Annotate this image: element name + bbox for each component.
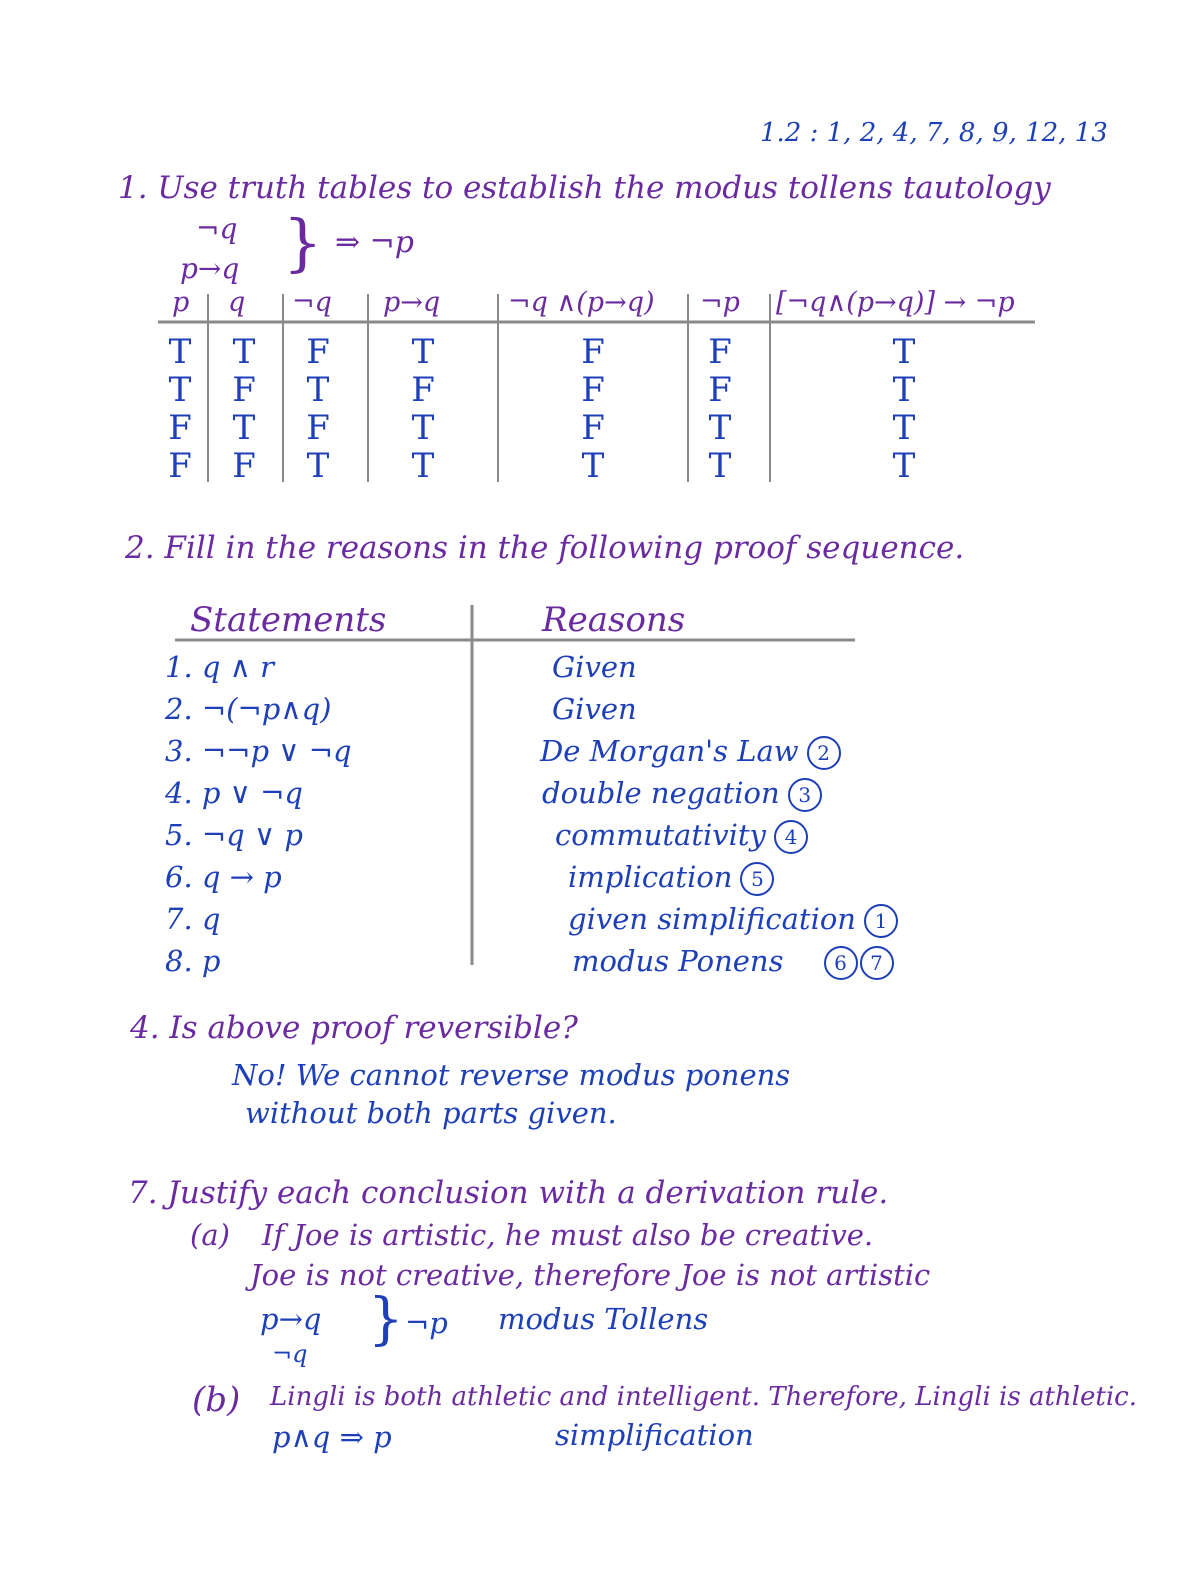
- q7b-expression: p∧q ⇒ p: [272, 1420, 392, 1454]
- proof-reason: [555, 818, 808, 854]
- q7-title: 7. Justify each conclusion with a derivation rule.: [128, 1175, 889, 1211]
- proof-statement: 2. ¬(¬p∧q): [165, 692, 332, 726]
- tt-cell: F: [581, 332, 605, 372]
- assignment-list: 1.2 : 1, 2, 4, 7, 8, 9, 12, 13: [760, 118, 1108, 148]
- q7a-brace: }: [368, 1287, 404, 1352]
- q7a-line1: If Joe is artistic, he must also be creative.: [262, 1218, 874, 1252]
- truth-table: [0, 0, 1200, 500]
- proof-reason: [568, 860, 774, 896]
- q1-conclusion: ⇒ ¬p: [335, 225, 415, 260]
- proof-reason-text: Given: [552, 650, 637, 684]
- proof-statement: 8. p: [165, 944, 221, 978]
- proof-reason: [552, 692, 637, 726]
- tt-cell: F: [708, 332, 732, 372]
- proof-reason-text: De Morgan's Law: [540, 734, 799, 768]
- tt-cell: F: [232, 446, 256, 486]
- tt-cell: T: [232, 332, 256, 372]
- tt-header-p-implies-q: p→q: [383, 287, 441, 318]
- tt-cell: T: [306, 370, 330, 410]
- proof-statement: 3. ¬¬p ∨ ¬q: [165, 734, 352, 768]
- tt-cell: T: [411, 446, 435, 486]
- proof-reason-text: double negation: [542, 776, 780, 810]
- proof-statement: 1. q ∧ r: [165, 650, 274, 684]
- step-ref-circle: 4: [774, 820, 808, 854]
- tt-cell: F: [306, 332, 330, 372]
- q1-brace: }: [283, 206, 323, 279]
- step-ref-circle: 7: [860, 946, 894, 980]
- tt-cell: F: [581, 370, 605, 410]
- q7b-rule: simplification: [555, 1418, 754, 1452]
- proof-reason-text: modus Ponens: [572, 944, 784, 978]
- step-ref-circle: 3: [788, 778, 822, 812]
- q7a-premise2: ¬q: [272, 1340, 308, 1368]
- proof-statement: 4. p ∨ ¬q: [165, 776, 303, 810]
- tt-cell: F: [306, 408, 330, 448]
- tt-cell: T: [411, 332, 435, 372]
- q7a-rule: modus Tollens: [498, 1302, 709, 1336]
- proof-reason: [540, 734, 841, 770]
- tt-cell: T: [708, 408, 732, 448]
- tt-cell: T: [708, 446, 732, 486]
- step-ref-circle: 6: [824, 946, 858, 980]
- proof-col-reasons: Reasons: [542, 600, 686, 640]
- q7a-line2: Joe is not creative, therefore Joe is not artistic: [250, 1258, 931, 1292]
- q1-premise-a: ¬q: [196, 212, 238, 245]
- tt-cell: T: [892, 332, 916, 372]
- proof-reason: [542, 776, 822, 812]
- q2-title: 2. Fill in the reasons in the following proof sequence.: [125, 530, 965, 566]
- step-ref-circle: 5: [740, 862, 774, 896]
- tt-cell: T: [232, 408, 256, 448]
- q7a-label: (a): [190, 1218, 230, 1252]
- proof-reason: [552, 650, 637, 684]
- q4-title: 4. Is above proof reversible?: [130, 1010, 578, 1046]
- q7b-label: (b): [192, 1380, 241, 1420]
- tt-cell: F: [168, 408, 192, 448]
- tt-cell: F: [232, 370, 256, 410]
- proof-reason-text: implication: [568, 860, 733, 894]
- proof-reason: [568, 902, 898, 938]
- tt-header-tautology: [¬q∧(p→q)] → ¬p: [776, 287, 1015, 318]
- tt-cell: T: [892, 370, 916, 410]
- step-ref-circle: 2: [807, 736, 841, 770]
- proof-statement: 5. ¬q ∨ p: [165, 818, 303, 852]
- tt-cell: T: [306, 446, 330, 486]
- q1-title: 1. Use truth tables to establish the modus tollens tautology: [118, 170, 1051, 206]
- proof-reason-text: Given: [552, 692, 637, 726]
- tt-cell: F: [411, 370, 435, 410]
- tt-cell: T: [168, 332, 192, 372]
- q7a-conclusion: ¬p: [405, 1306, 448, 1340]
- tt-cell: F: [581, 408, 605, 448]
- q4-answer-line1: No! We cannot reverse modus ponens: [232, 1058, 791, 1092]
- tt-header-p: p: [172, 287, 190, 318]
- tt-cell: F: [168, 446, 192, 486]
- tt-cell: T: [892, 408, 916, 448]
- tt-header-conjunction: ¬q ∧(p→q): [508, 287, 655, 318]
- proof-reason: [572, 944, 894, 980]
- q4-answer-line2: without both parts given.: [245, 1096, 617, 1130]
- tt-cell: T: [581, 446, 605, 486]
- q7a-premise1: p→q: [260, 1302, 322, 1336]
- tt-cell: T: [892, 446, 916, 486]
- tt-cell: T: [411, 408, 435, 448]
- proof-statement: 6. q → p: [165, 860, 282, 894]
- proof-statement: 7. q: [165, 902, 221, 936]
- q7b-line1: Lingli is both athletic and intelligent. Therefore, Lingli is athletic.: [270, 1382, 1137, 1412]
- tt-cell: F: [708, 370, 732, 410]
- tt-header-q: q: [228, 287, 246, 318]
- tt-header-not-q: ¬q: [292, 287, 332, 318]
- step-ref-circle: 1: [864, 904, 898, 938]
- tt-header-not-p: ¬p: [700, 287, 740, 318]
- proof-reason-text: commutativity: [555, 818, 766, 852]
- proof-reason-text: given simplification: [568, 902, 856, 936]
- q1-premise-b: p→q: [180, 252, 240, 285]
- proof-col-statements: Statements: [190, 600, 387, 640]
- tt-cell: T: [168, 370, 192, 410]
